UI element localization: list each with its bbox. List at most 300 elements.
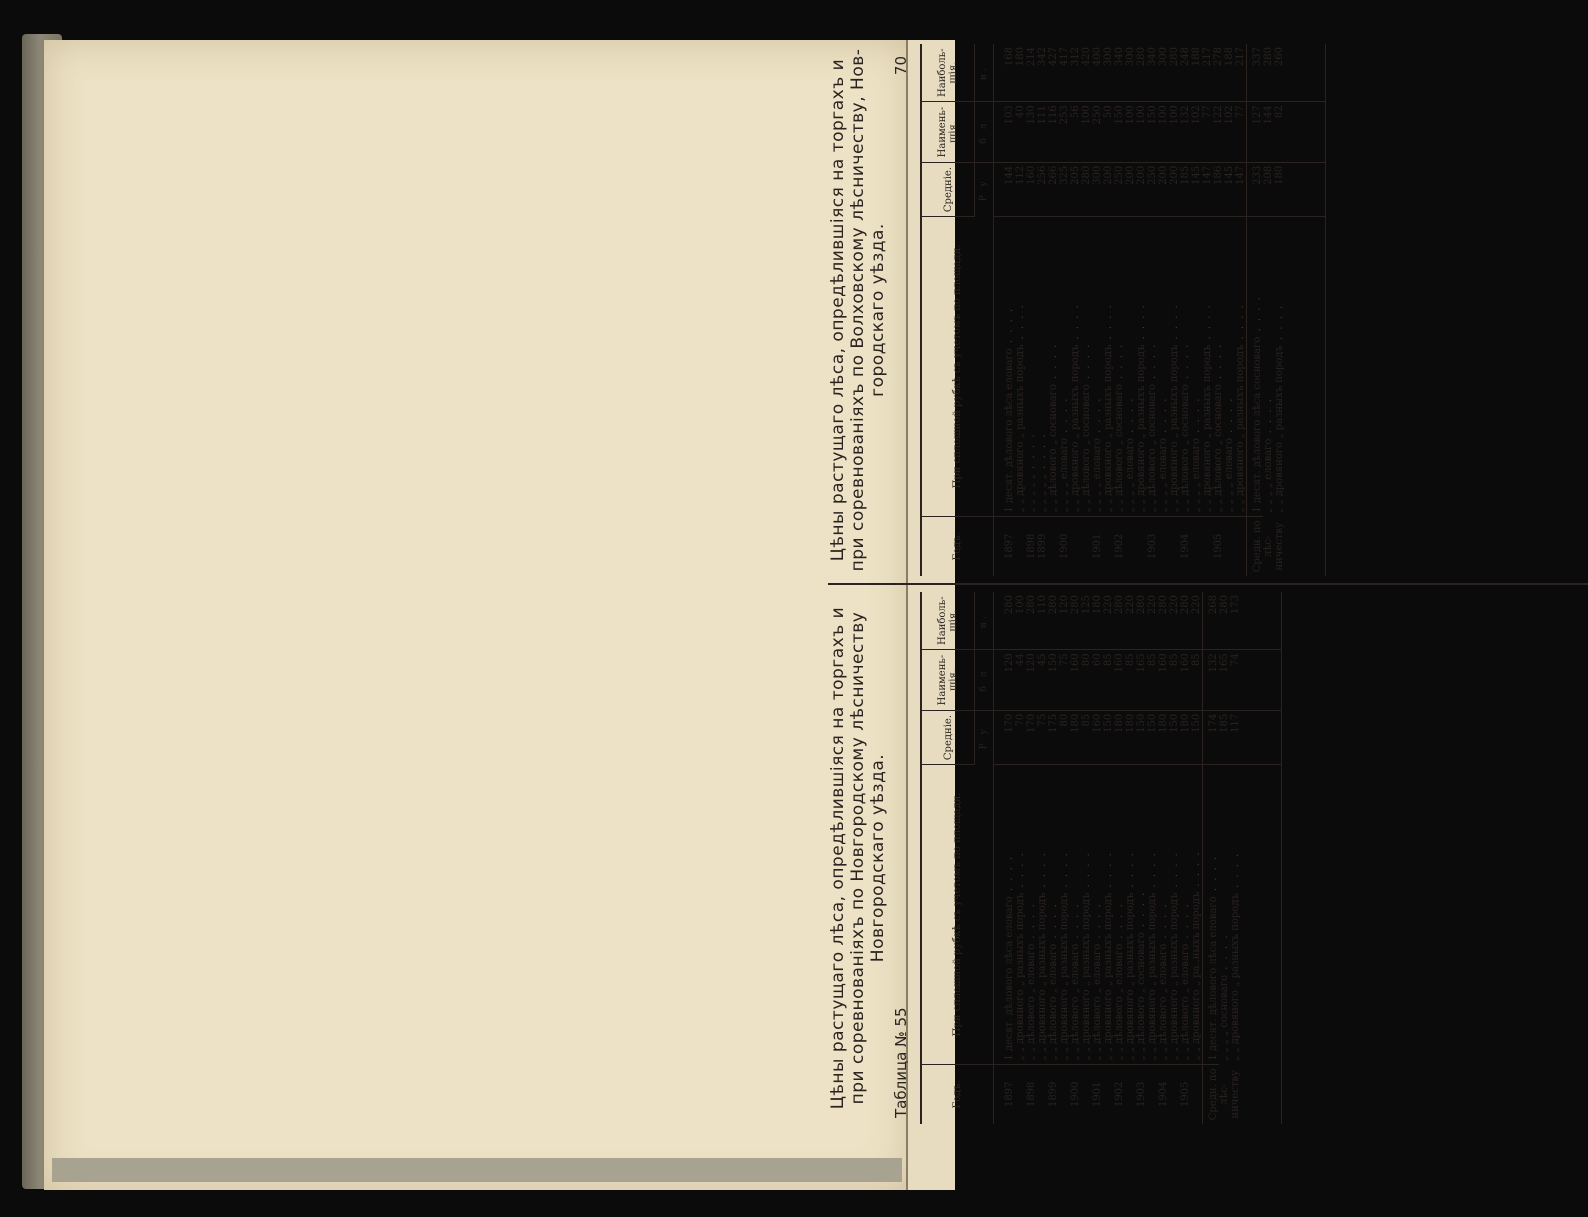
description-text: „ „ дровяного „ разныхъ породъ xyxy=(1059,892,1070,1061)
table-row xyxy=(1004,592,1015,1124)
year-cell: 1904 xyxy=(1158,1081,1169,1108)
spacer-cell xyxy=(994,710,1005,765)
avg-price-cell: 180 xyxy=(1125,710,1136,765)
description-text: „ „ дровяного „ разныхъ породъ xyxy=(1235,344,1246,513)
leader-dots: . . . . xyxy=(1180,342,1191,385)
col-avg-header: Средніе. xyxy=(921,710,975,765)
year-cell: 1901 xyxy=(1092,1081,1103,1108)
avg-price-cell: 185 xyxy=(1180,162,1191,217)
description-text: „ „ дѣлового „ еловаго xyxy=(1092,943,1103,1061)
leader-dots: . . . . xyxy=(1048,902,1059,944)
description-text: „ „ дѣлового „ еловаго xyxy=(1114,943,1125,1061)
year-cell xyxy=(1037,1064,1048,1124)
average-avg-cell: 117 xyxy=(1230,710,1282,765)
description-text: „ „ дѣлового „ сосноваго xyxy=(1114,384,1125,513)
average-max-cell: 268 xyxy=(1203,592,1220,650)
average-description-text: „ „ „ „ еловаго xyxy=(1263,438,1274,514)
rotated-spread xyxy=(828,44,1588,1124)
avg-price-cell: 112 xyxy=(1015,162,1026,217)
average-row xyxy=(1230,592,1282,1124)
avg-price-cell: 200 xyxy=(1169,162,1180,217)
leader-dots: . . . . xyxy=(1263,397,1274,439)
description-text: „ „ дровяного „ разныхъ породъ xyxy=(1136,344,1147,513)
leader-dots: . . . . xyxy=(1092,396,1103,439)
table-row xyxy=(1015,592,1026,1124)
min-price-cell: 100 xyxy=(1158,102,1169,162)
year-cell xyxy=(1070,516,1081,576)
description-cell xyxy=(1092,765,1103,1064)
description-cell xyxy=(1169,765,1180,1064)
description-cell xyxy=(1136,765,1147,1064)
units-cell: Р у xyxy=(975,710,994,765)
leader-dots: . . . . xyxy=(1070,303,1081,345)
description-text: „ „ „ „ еловаго xyxy=(1125,438,1136,513)
table-row xyxy=(1048,44,1059,576)
leader-dots: . . . . xyxy=(1081,851,1092,893)
avg-price-cell: 160 xyxy=(1092,710,1103,765)
average-min-cell: 127 xyxy=(1247,102,1264,162)
average-row xyxy=(1274,44,1326,576)
table-row xyxy=(1136,44,1147,576)
col-min-header: Наимень-шія. xyxy=(921,650,975,710)
min-price-cell: 85 xyxy=(1191,650,1203,710)
table-row xyxy=(1015,44,1026,576)
average-description-text: „ „ „ „ сосноваго xyxy=(1219,974,1230,1062)
description-text: „ „ дровяного „ разныхъ породъ xyxy=(1070,344,1081,513)
table-row xyxy=(1059,44,1070,576)
average-min-cell: 165 xyxy=(1219,650,1230,710)
average-description-text: „ „ дровяного „ разныхъ породъ xyxy=(1230,893,1241,1062)
leader-dots: . . . . xyxy=(1191,850,1202,892)
col-max-header: Наиболь-шія. xyxy=(921,592,975,650)
center-divider xyxy=(828,583,1588,585)
max-price-cell: 280 xyxy=(1169,44,1180,102)
left-table-section xyxy=(828,592,1588,1124)
spacer-cell xyxy=(994,217,1005,516)
table-row xyxy=(1169,44,1180,576)
average-avg-cell: 174 xyxy=(1203,710,1220,765)
min-price-cell: 75 xyxy=(1059,650,1070,710)
average-min-cell: 74 xyxy=(1230,650,1282,710)
max-price-cell: 217 xyxy=(1235,44,1247,102)
leader-dots: . . . . xyxy=(1158,396,1169,439)
table-row xyxy=(1092,44,1103,576)
year-cell: 1898 xyxy=(1026,533,1037,560)
min-price-cell: 122 xyxy=(1213,102,1224,162)
description-text: „ „ дровяного „ разныхъ породъ xyxy=(1202,344,1213,513)
leader-dots: . . . . xyxy=(1125,851,1136,893)
description-text: „ „ дровяного „ разныхъ породъ xyxy=(1015,892,1026,1061)
average-max-cell: 337 xyxy=(1247,44,1264,102)
description-cell xyxy=(1202,217,1213,516)
units-cell: и. xyxy=(975,592,994,650)
table-row xyxy=(1191,592,1203,1124)
description-cell xyxy=(1081,217,1092,516)
leader-dots: . . . . xyxy=(1136,303,1147,345)
average-avg-cell: 185 xyxy=(1219,710,1230,765)
description-text: „ „ дѣлового „ сосноваго xyxy=(1136,932,1147,1061)
max-price-cell: 188 xyxy=(1191,44,1202,102)
avg-price-cell: 80 xyxy=(1059,710,1070,765)
avg-price-cell: 325 xyxy=(1059,162,1070,217)
year-cell xyxy=(1048,516,1059,576)
col-desc-header: При сплошной рубкѣ съ учетомъ по площади. xyxy=(921,765,994,1064)
avg-price-cell: 200 xyxy=(1136,162,1147,217)
description-cell xyxy=(1125,217,1136,516)
leader-dots: . . . . xyxy=(1092,902,1103,944)
description-cell xyxy=(1158,217,1169,516)
avg-price-cell: 160 xyxy=(1026,162,1037,217)
description-text: „ „ дровяного „ разныхъ породъ xyxy=(1015,344,1026,513)
description-cell xyxy=(1191,765,1203,1064)
leader-dots: . . . . xyxy=(1026,432,1037,475)
max-price-cell: 125 xyxy=(1081,592,1092,650)
description-text: „ „ дровяного „ разныхъ породъ xyxy=(1169,892,1180,1061)
max-price-cell: 248 xyxy=(1180,44,1191,102)
year-cell: 1897 xyxy=(1004,1081,1015,1108)
year-cell xyxy=(1015,516,1026,576)
leader-dots: . . . . xyxy=(1213,342,1224,385)
page-number: 70 xyxy=(892,56,910,76)
min-price-cell: 100 xyxy=(1081,102,1092,162)
description-cell xyxy=(1026,217,1037,516)
average-description xyxy=(1263,217,1274,516)
min-price-cell: 250 xyxy=(1092,102,1103,162)
description-text: 1 десят. дѣлового лѣса еловаго xyxy=(1004,896,1015,1061)
year-cell: 1905 xyxy=(1180,1081,1191,1108)
right-table-body xyxy=(994,44,1326,576)
table-row xyxy=(1147,44,1158,576)
average-description xyxy=(1219,765,1230,1064)
leader-dots: . . . . xyxy=(1015,303,1026,345)
table-row xyxy=(1070,592,1081,1124)
min-price-cell: 100 xyxy=(1169,102,1180,162)
average-label: Средн. по лѣс-ничеству xyxy=(1247,516,1326,576)
min-price-cell: 160 xyxy=(1158,650,1169,710)
description-text: „ „ дровяного „ ра..ныхъ породъ xyxy=(1191,891,1202,1061)
units-cell: б л xyxy=(975,650,994,710)
description-text: „ „ „ „ еловаго xyxy=(1092,438,1103,513)
min-price-cell: 60 xyxy=(1092,650,1103,710)
description-text: „ „ дѣлового „ сосноваго xyxy=(1213,384,1224,513)
table-row xyxy=(1026,592,1037,1124)
table-row xyxy=(1158,44,1169,576)
table-row xyxy=(1180,592,1191,1124)
description-cell xyxy=(1191,217,1202,516)
avg-price-cell: 170 xyxy=(1004,710,1015,765)
col-year-header: Годъ. xyxy=(921,516,994,576)
spacer-cell xyxy=(994,162,1005,217)
spacer-cell xyxy=(994,1064,1005,1124)
leader-dots: . . . . xyxy=(1070,902,1081,944)
leader-dots: . . . . xyxy=(1158,902,1169,944)
description-text: „ „ дѣлового „ еловаго xyxy=(1180,943,1191,1061)
max-price-cell: 300 xyxy=(1158,44,1169,102)
average-min-cell: 144 xyxy=(1263,102,1274,162)
max-price-cell: 120 xyxy=(1059,592,1070,650)
description-text: „ „ дровяного „ разныхъ породъ xyxy=(1169,344,1180,513)
average-min-cell: 82 xyxy=(1274,102,1326,162)
year-cell: 1902 xyxy=(1114,533,1125,560)
leader-dots: . . . . xyxy=(1103,851,1114,893)
average-label: Средн. по лѣс-ничеству xyxy=(1203,1064,1282,1124)
leader-dots: . . . . xyxy=(1081,342,1092,385)
description-text: „ „ „ „ еловаго xyxy=(1158,438,1169,513)
table-row xyxy=(1125,44,1136,576)
description-text: „ „ дровяного „ разныхъ породъ xyxy=(1147,892,1158,1061)
description-cell xyxy=(1125,765,1136,1064)
year-cell xyxy=(1136,516,1147,576)
average-description-text: „ „ дровяного „ разныхъ породъ xyxy=(1274,345,1285,514)
table-row xyxy=(1213,44,1224,576)
year-cell xyxy=(1169,516,1180,576)
table-row xyxy=(1136,592,1147,1124)
average-row xyxy=(1219,592,1230,1124)
avg-price-cell: 280 xyxy=(1081,162,1092,217)
description-text: „ „ „ „ еловаго xyxy=(1191,438,1202,513)
description-text: „ „ дѣлового „ сосноваго xyxy=(1081,384,1092,513)
spacer-cell xyxy=(994,102,1005,162)
max-price-cell: 220 xyxy=(1103,592,1114,650)
leader-dots: . . . . xyxy=(1230,851,1241,894)
description-cell xyxy=(1081,765,1092,1064)
year-cell xyxy=(1103,516,1114,576)
average-avg-cell: 208 xyxy=(1263,162,1274,217)
avg-price-cell: 150 xyxy=(1136,710,1147,765)
min-price-cell: 111 xyxy=(1037,102,1048,162)
year-cell: 1898 xyxy=(1026,1081,1037,1108)
left-title-line-2: при соревнованіяхъ по Новгородскому лѣсничеству xyxy=(848,611,868,1105)
left-table-body xyxy=(994,592,1282,1124)
min-price-cell: 103 xyxy=(1004,102,1015,162)
year-cell xyxy=(1147,1064,1158,1124)
table-row xyxy=(1070,44,1081,576)
avg-price-cell: 150 xyxy=(1103,710,1114,765)
min-price-cell: 150 xyxy=(1048,650,1059,710)
avg-price-cell: 205 xyxy=(1070,162,1081,217)
min-price-cell: 160 xyxy=(1070,650,1081,710)
year-cell: 1902 xyxy=(1114,1081,1125,1108)
average-description xyxy=(1274,217,1326,516)
description-cell xyxy=(1015,217,1026,516)
year-cell: 1903 xyxy=(1147,533,1158,560)
description-text: „ „ дровяного „ разныхъ породъ xyxy=(1037,892,1048,1061)
max-price-cell: 300 xyxy=(1125,44,1136,102)
right-table-section xyxy=(828,44,1588,576)
right-title-line-3: городскаго уѣзда. xyxy=(868,223,888,397)
spacer-cell xyxy=(994,650,1005,710)
avg-price-cell: 180 xyxy=(1070,710,1081,765)
max-price-cell: 220 xyxy=(1169,592,1180,650)
description-cell xyxy=(1059,765,1070,1064)
year-cell xyxy=(1059,1064,1070,1124)
max-price-cell: 427 xyxy=(1048,44,1059,102)
right-title xyxy=(828,44,888,576)
year-cell xyxy=(1224,516,1235,576)
min-price-cell: 120 xyxy=(1026,650,1037,710)
average-max-cell: 260 xyxy=(1274,44,1326,102)
avg-price-cell: 150 xyxy=(1147,710,1158,765)
max-price-cell: 280 xyxy=(1048,592,1059,650)
max-price-cell: 188 xyxy=(1224,44,1235,102)
spacer-cell xyxy=(994,592,1005,650)
description-cell xyxy=(1180,765,1191,1064)
description-text: „ „ дѣлового „ еловаго xyxy=(1048,943,1059,1061)
leader-dots: . . . . xyxy=(1026,902,1037,944)
avg-price-cell: 266 xyxy=(1048,162,1059,217)
spacer-cell xyxy=(994,765,1005,1064)
max-price-cell: 280 xyxy=(1004,592,1015,650)
year-cell xyxy=(1081,1064,1092,1124)
leader-dots: . . . . xyxy=(1208,854,1219,897)
description-cell xyxy=(1114,765,1125,1064)
min-price-cell: 40 xyxy=(1015,102,1026,162)
leader-dots: . . . . xyxy=(1169,303,1180,345)
average-description xyxy=(1230,765,1282,1064)
max-price-cell: 340 xyxy=(1147,44,1158,102)
min-price-cell: 165 xyxy=(1136,650,1147,710)
leader-dots: . . . . xyxy=(1125,396,1136,439)
max-price-cell: 280 xyxy=(1136,44,1147,102)
description-cell xyxy=(1070,217,1081,516)
max-price-cell: 110 xyxy=(1037,592,1048,650)
min-price-cell: 120 xyxy=(1004,650,1015,710)
min-price-cell: 150 xyxy=(1147,102,1158,162)
description-text: „ „ дѣлового „ сосноваго xyxy=(1180,384,1191,513)
table-number: Таблица № 55 xyxy=(892,1007,910,1118)
year-cell xyxy=(1191,1064,1203,1124)
description-text: „ „ „ „ еловаго xyxy=(1059,438,1070,513)
avg-price-cell: 175 xyxy=(1048,710,1059,765)
leader-dots: . . . . xyxy=(1219,933,1230,975)
col-desc-header: При сплошной рубкѣ съ учетомъ по площади. xyxy=(921,217,994,516)
description-text: „ „ дровяного „ разныхъ породъ xyxy=(1103,892,1114,1061)
description-cell xyxy=(1169,217,1180,516)
col-max-header: Наиболь-шія. xyxy=(921,44,975,102)
leader-dots: . . . . xyxy=(1048,342,1059,385)
table-row xyxy=(1103,44,1114,576)
table-row xyxy=(1037,44,1048,576)
description-cell xyxy=(1180,217,1191,516)
avg-price-cell: 186 xyxy=(1213,162,1224,217)
max-price-cell: 214 xyxy=(1026,44,1037,102)
description-text: „ „ дровяного „ разныхъ породъ xyxy=(1081,892,1092,1061)
avg-price-cell: 147 xyxy=(1235,162,1247,217)
min-price-cell: 85 xyxy=(1169,650,1180,710)
avg-price-cell: 180 xyxy=(1180,710,1191,765)
description-cell xyxy=(1158,765,1169,1064)
year-cell: 1901 xyxy=(1092,533,1103,560)
average-row xyxy=(1263,44,1274,576)
avg-price-cell: 180 xyxy=(1114,710,1125,765)
avg-price-cell: 147 xyxy=(1202,162,1213,217)
spacer-cell xyxy=(994,44,1005,102)
description-cell xyxy=(1004,765,1015,1064)
avg-price-cell: 250 xyxy=(1114,162,1125,217)
leader-dots: . . . . xyxy=(1015,851,1026,893)
avg-price-cell: 150 xyxy=(1191,710,1203,765)
year-cell: 1897 xyxy=(1004,533,1015,560)
leader-dots: . . . . xyxy=(1114,902,1125,944)
min-price-cell: 150 xyxy=(1114,102,1125,162)
max-price-cell: 220 xyxy=(1191,592,1203,650)
leader-dots: . . . . xyxy=(1103,303,1114,345)
average-description xyxy=(1247,217,1264,516)
max-price-cell: 220 xyxy=(1147,592,1158,650)
description-cell xyxy=(1213,217,1224,516)
average-min-cell: 132 xyxy=(1203,650,1220,710)
description-cell xyxy=(1092,217,1103,516)
avg-price-cell: 250 xyxy=(1147,162,1158,217)
table-row xyxy=(1081,592,1092,1124)
average-max-cell: 280 xyxy=(1219,592,1230,650)
description-cell xyxy=(1026,765,1037,1064)
max-price-cell: 280 xyxy=(1114,592,1125,650)
table-row xyxy=(1191,44,1202,576)
leader-dots: . . . . xyxy=(1004,854,1015,897)
description-cell xyxy=(1037,765,1048,1064)
table-row xyxy=(1004,44,1015,576)
max-price-cell: 280 xyxy=(1136,592,1147,650)
leader-dots: . . . . xyxy=(1059,851,1070,893)
table-row xyxy=(1103,592,1114,1124)
leader-dots: . . . . xyxy=(1235,303,1246,345)
leader-dots: . . . . xyxy=(1169,851,1180,893)
description-text: „ „ „ „ еловаго xyxy=(1224,438,1235,513)
leader-dots: . . . . xyxy=(1202,303,1213,345)
max-price-cell: 168 xyxy=(1004,44,1015,102)
table-row xyxy=(1114,44,1125,576)
min-price-cell: 102 xyxy=(1224,102,1235,162)
left-title-line-1: Цѣны растущаго лѣса, опредѣлившіяся на торгахъ и xyxy=(828,606,848,1110)
avg-price-cell: 200 xyxy=(1158,162,1169,217)
min-price-cell: 56 xyxy=(1070,102,1081,162)
table-row xyxy=(1037,592,1048,1124)
avg-price-cell: 256 xyxy=(1037,162,1048,217)
table-row xyxy=(1114,592,1125,1124)
right-price-table xyxy=(920,44,1326,576)
leader-dots: . . . . xyxy=(1191,396,1202,439)
year-cell: 1904 xyxy=(1180,533,1191,560)
avg-price-cell: 200 xyxy=(1125,162,1136,217)
description-cell xyxy=(1114,217,1125,516)
description-cell xyxy=(1147,217,1158,516)
min-price-cell: 44 xyxy=(1015,650,1026,710)
table-row xyxy=(1147,592,1158,1124)
avg-price-cell: 180 xyxy=(1158,710,1169,765)
description-cell xyxy=(1136,217,1147,516)
max-price-cell: 417 xyxy=(1059,44,1070,102)
right-title-line-1: Цѣны растущаго лѣса, опредѣлившіяся на торгахъ и xyxy=(828,58,848,562)
average-max-cell: 173 xyxy=(1230,592,1282,650)
description-cell xyxy=(1070,765,1081,1064)
min-price-cell: 130 xyxy=(1026,102,1037,162)
description-text: „ „ дѣлового „ сосноваго xyxy=(1048,384,1059,513)
leader-dots: . . . . xyxy=(1147,342,1158,385)
table-row xyxy=(1180,44,1191,576)
description-cell xyxy=(1015,765,1026,1064)
avg-price-cell: 170 xyxy=(1026,710,1037,765)
year-cell: 1899 xyxy=(1037,533,1048,560)
min-price-cell: 102 xyxy=(1191,102,1202,162)
min-price-cell: 100 xyxy=(1136,102,1147,162)
description-text: „ „ „ „ „ xyxy=(1026,474,1037,513)
year-cell xyxy=(1081,516,1092,576)
description-text: „ „ дѣлового „ еловаго xyxy=(1070,943,1081,1061)
year-cell: 1903 xyxy=(1136,1081,1147,1108)
year-cell xyxy=(1235,516,1247,576)
max-price-cell: 312 xyxy=(1070,44,1081,102)
